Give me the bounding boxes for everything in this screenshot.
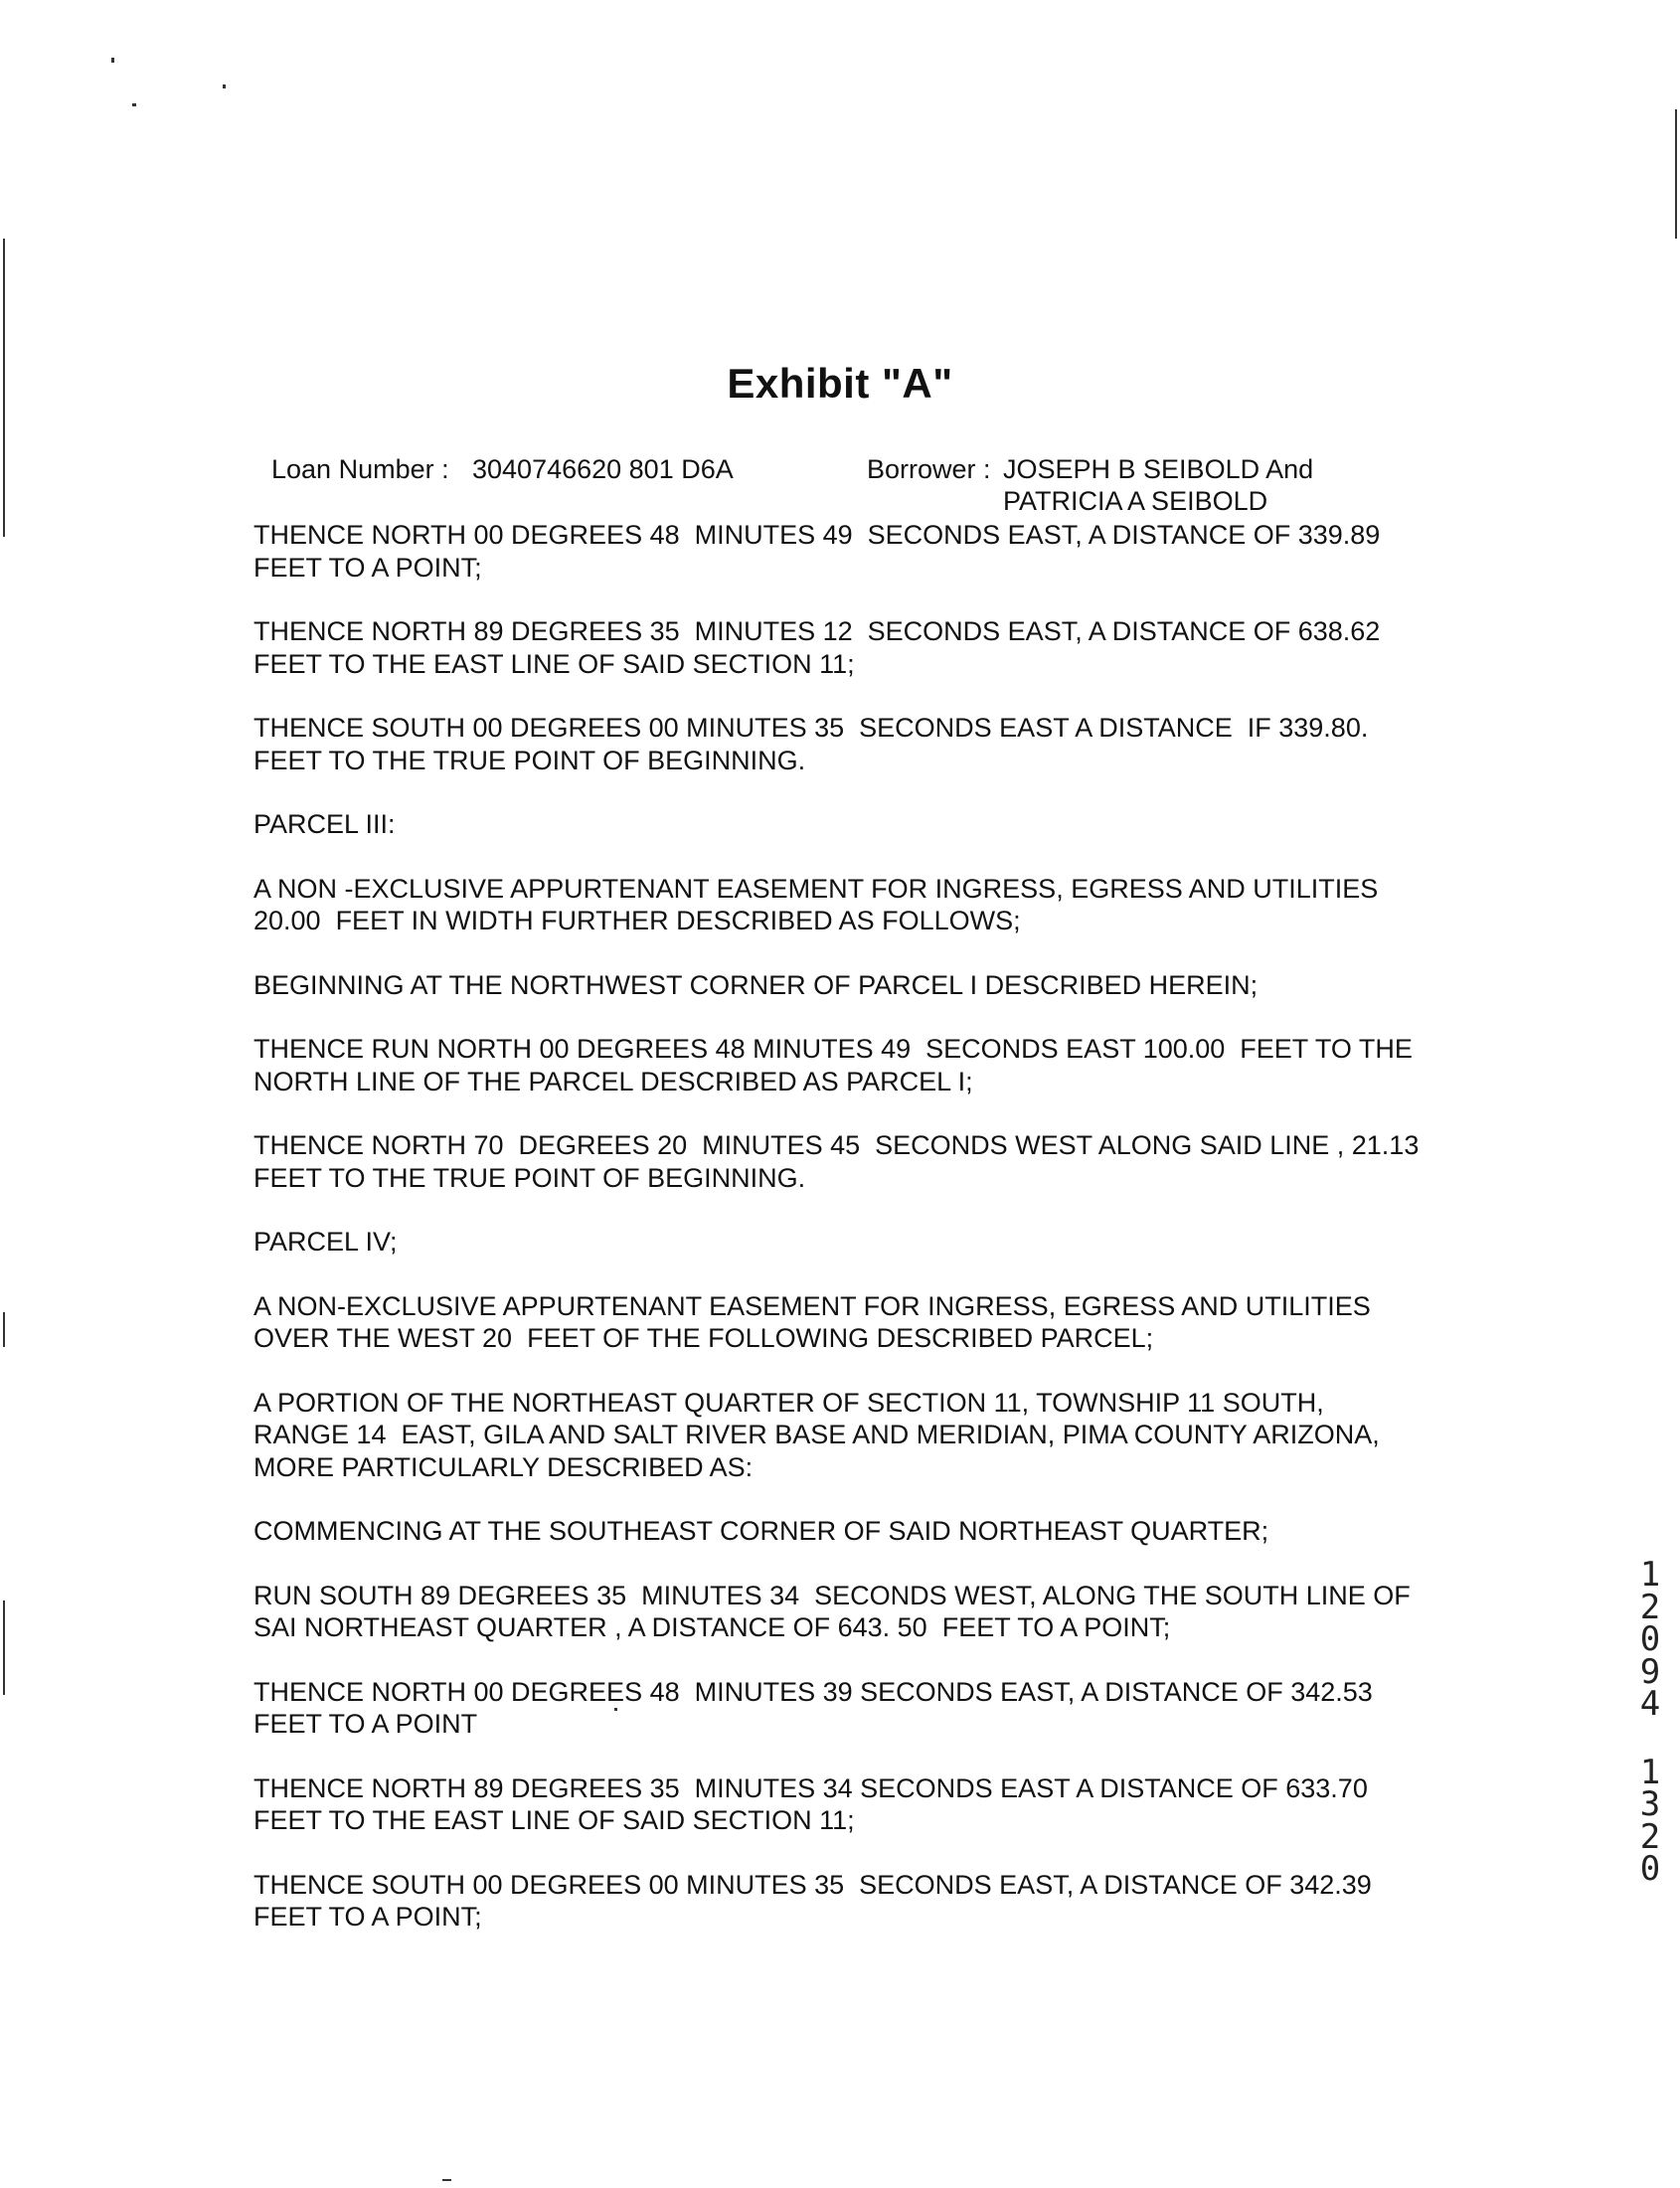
legal-text-line: FEET TO A POINT <box>253 1709 478 1739</box>
legal-text-line: THENCE NORTH 89 DEGREES 35 MINUTES 12 SECONDS EAST, A DISTANCE OF 638.62 <box>253 616 1381 646</box>
scan-edge-line <box>1675 109 1677 239</box>
scan-speck <box>442 2179 451 2181</box>
stamp-digit: 1 <box>1639 1555 1661 1595</box>
borrower-name-line-2: PATRICIA A SEIBOLD <box>1003 486 1268 516</box>
stamp-digit: 2 <box>1639 1587 1661 1627</box>
legal-text-line: RANGE 14 EAST, GILA AND SALT RIVER BASE AND MERIDIAN, PIMA COUNTY ARIZONA, <box>253 1420 1380 1449</box>
stamp-gap <box>1635 1721 1665 1757</box>
stamp-digit: 4 <box>1639 1684 1661 1724</box>
legal-paragraph <box>253 1033 1486 1097</box>
legal-text-line: THENCE NORTH 70 DEGREES 20 MINUTES 45 SECONDS WEST ALONG SAID LINE , 21.13 <box>253 1130 1420 1160</box>
scan-edge-line <box>3 239 5 537</box>
legal-paragraph <box>253 1580 1486 1644</box>
legal-text-line: FEET TO THE EAST LINE OF SAID SECTION 11; <box>253 1805 855 1835</box>
stamp-digit: 9 <box>1639 1651 1661 1692</box>
stamp-digit: 0 <box>1639 1849 1661 1889</box>
borrower-label: Borrower : <box>867 454 991 484</box>
legal-paragraph <box>253 1387 1486 1484</box>
legal-text-line: MORE PARTICULARLY DESCRIBED AS: <box>253 1451 754 1482</box>
legal-text-line: A NON-EXCLUSIVE APPURTENANT EASEMENT FOR INGRESS, EGRESS AND UTILITIES <box>253 1290 1371 1321</box>
borrower-name-line-1: JOSEPH B SEIBOLD And <box>1003 454 1314 484</box>
legal-paragraph <box>253 1676 1486 1741</box>
legal-text-line: THENCE NORTH 89 DEGREES 35 MINUTES 34 SECONDS EAST A DISTANCE OF 633.70 <box>253 1772 1368 1803</box>
legal-text-line: THENCE SOUTH 00 DEGREES 00 MINUTES 35 SECONDS EAST A DISTANCE IF 339.80. <box>253 713 1369 743</box>
legal-text-line: FEET TO A POINT; <box>253 552 482 583</box>
scan-speck <box>111 58 114 63</box>
legal-text-line: THENCE SOUTH 00 DEGREES 00 MINUTES 35 SECONDS EAST, A DISTANCE OF 342.39 <box>253 1869 1372 1900</box>
legal-text-line: SAI NORTHEAST QUARTER , A DISTANCE OF 643. 50 FEET TO A POINT; <box>253 1612 1171 1642</box>
legal-description-body <box>253 519 1486 1965</box>
loan-number-value: 3040746620 801 D6A <box>472 454 734 484</box>
legal-text-line: FEET TO THE EAST LINE OF SAID SECTION 11; <box>253 648 855 679</box>
legal-paragraph <box>253 712 1486 776</box>
legal-text-line: NORTH LINE OF THE PARCEL DESCRIBED AS PARCEL I; <box>253 1066 973 1096</box>
recording-number-stamp <box>1635 1555 1665 1889</box>
legal-text-line: 20.00 FEET IN WIDTH FURTHER DESCRIBED AS FOLLOWS; <box>253 906 1021 935</box>
stamp-digit: 0 <box>1639 1619 1661 1659</box>
legal-paragraph <box>253 615 1486 680</box>
legal-text-line: A PORTION OF THE NORTHEAST QUARTER OF SECTION 11, TOWNSHIP 11 SOUTH, <box>253 1387 1324 1418</box>
legal-text-line: THENCE NORTH 00 DEGREES 48 MINUTES 39 SECONDS EAST, A DISTANCE OF 342.53 <box>253 1676 1373 1707</box>
legal-paragraph <box>253 1869 1486 1934</box>
stamp-digit: 1 <box>1639 1752 1661 1792</box>
stamp-digit: 3 <box>1639 1784 1661 1824</box>
legal-text-line: PARCEL IV; <box>253 1227 398 1257</box>
legal-paragraph <box>253 519 1486 584</box>
legal-paragraph <box>253 1515 1486 1548</box>
legal-text-line: COMMENCING AT THE SOUTHEAST CORNER OF SAID NORTHEAST QUARTER; <box>253 1516 1269 1546</box>
legal-text-line: THENCE RUN NORTH 00 DEGREES 48 MINUTES 49 SECONDS EAST 100.00 FEET TO THE <box>253 1034 1413 1064</box>
legal-text-line: PARCEL III: <box>253 809 396 839</box>
scan-speck <box>132 103 136 106</box>
legal-text-line: FEET TO A POINT; <box>253 1902 482 1932</box>
legal-paragraph <box>253 1226 1486 1259</box>
legal-text-line: BEGINNING AT THE NORTHWEST CORNER OF PARCEL I DESCRIBED HEREIN; <box>253 969 1259 1000</box>
legal-paragraph <box>253 1129 1486 1194</box>
legal-text-line: FEET TO THE TRUE POINT OF BEGINNING. <box>253 745 806 775</box>
legal-text-line: A NON -EXCLUSIVE APPURTENANT EASEMENT FOR INGRESS, EGRESS AND UTILITIES <box>253 873 1379 904</box>
exhibit-title: Exhibit "A" <box>727 360 953 407</box>
legal-paragraph <box>253 873 1486 937</box>
legal-paragraph <box>253 808 1486 841</box>
legal-text-line: THENCE NORTH 00 DEGREES 48 MINUTES 49 SECONDS EAST, A DISTANCE OF 339.89 <box>253 520 1381 550</box>
stamp-digit: 2 <box>1639 1816 1661 1857</box>
legal-text-line: RUN SOUTH 89 DEGREES 35 MINUTES 34 SECONDS WEST, ALONG THE SOUTH LINE OF <box>253 1580 1411 1610</box>
legal-paragraph <box>253 969 1486 1002</box>
loan-number-label: Loan Number : <box>271 454 449 484</box>
scan-speck <box>614 1708 617 1711</box>
scan-speck <box>223 84 226 88</box>
scan-edge-line <box>3 1600 5 1695</box>
scan-edge-line <box>3 1312 5 1347</box>
legal-text-line: OVER THE WEST 20 FEET OF THE FOLLOWING DESCRIBED PARCEL; <box>253 1323 1154 1353</box>
legal-paragraph <box>253 1772 1486 1837</box>
legal-text-line: FEET TO THE TRUE POINT OF BEGINNING. <box>253 1162 806 1193</box>
legal-paragraph <box>253 1290 1486 1355</box>
